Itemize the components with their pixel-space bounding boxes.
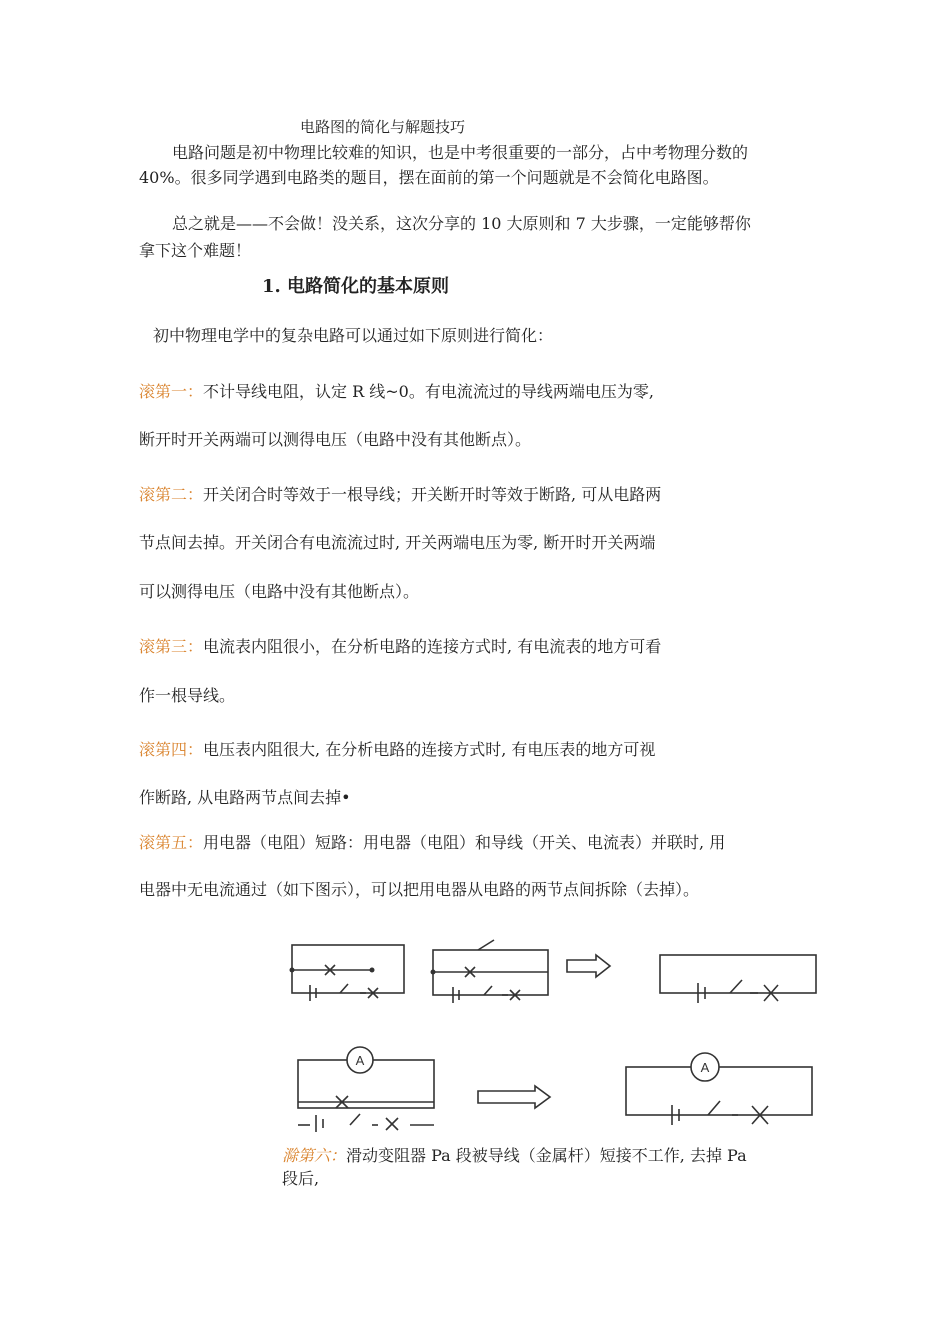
rule-5-line-1: [139, 833, 725, 853]
rule-1-line-1: [139, 382, 654, 402]
rule-marker: 滚第五：: [139, 833, 204, 852]
rule-2-line-3: 可以测得电压（电路中没有其他断点）。: [139, 582, 420, 601]
rule-marker: 滚第四：: [139, 740, 204, 759]
rule-6-line-2: 段后,: [282, 1169, 320, 1188]
rule-text: 不计导线电阻，认定 R 线~0。有电流流过的导线两端电压为零,: [203, 382, 654, 401]
summary-paragraph-line-1: 总之就是——不会做！没关系，这次分享的 10 大原则和 7 大步骤，一定能够帮你: [172, 214, 751, 233]
section-intro: 初中物理电学中的复杂电路可以通过如下原则进行简化：: [153, 326, 554, 345]
circuit-shorted-lamp-2: [431, 940, 549, 1003]
arrow-icon: [567, 955, 610, 977]
summary-paragraph-line-2: 拿下这个难题！: [139, 241, 252, 260]
rule-marker: 滚第一：: [139, 382, 204, 401]
rule-marker: 滚第三：: [139, 637, 204, 656]
rule-text: 滑动变阻器 Pa 段被导线（金属杆）短接不工作, 去掉 Pa: [346, 1146, 747, 1165]
rule-4-line-2: 作断路, 从电路两节点间去掉•: [139, 788, 351, 807]
ammeter-label: A: [700, 1060, 710, 1075]
circuit-ammeter-short: [298, 1047, 434, 1132]
rule-text: 开关闭合时等效于一根导线；开关断开时等效于断路, 可从电路两: [203, 485, 662, 504]
intro-paragraph-line-2: 40%。很多同学遇到电路类的题目，摆在面前的第一个问题就是不会简化电路图。: [139, 168, 719, 187]
arrow-icon: [478, 1086, 550, 1108]
ammeter-label: A: [355, 1053, 365, 1068]
rule-1-line-2: 断开时开关两端可以测得电压（电路中没有其他断点）。: [139, 430, 532, 449]
rule-2-line-2: 节点间去掉。开关闭合有电流流过时, 开关两端电压为零, 断开时开关两端: [139, 533, 656, 552]
circuit-simplified-1: [660, 955, 816, 1003]
rule-marker: 滚第二：: [139, 485, 204, 504]
circuit-simplified-2: [626, 1053, 812, 1125]
rule-2-line-1: [139, 485, 661, 505]
rule-text: 电流表内阻很小，在分析电路的连接方式时, 有电流表的地方可看: [203, 637, 662, 656]
document-title: 电路图的简化与解题技巧: [300, 118, 466, 136]
rule-3-line-2: 作一根导线。: [139, 686, 236, 705]
circuit-diagram: [280, 930, 840, 1145]
rule-4-line-1: [139, 740, 655, 760]
rule-3-line-1: [139, 637, 661, 657]
circuit-shorted-lamp-1: [290, 945, 405, 1001]
section-heading: 1. 电路简化的基本原则: [262, 276, 450, 297]
rule-6-line-1: [282, 1146, 747, 1166]
rule-marker: 滁第六：: [282, 1146, 347, 1165]
rule-5-line-2: 电器中无电流通过（如下图示），可以把用电器从电路的两节点间拆除（去掉）。: [139, 880, 700, 899]
rule-text: 电压表内阻很大, 在分析电路的连接方式时, 有电压表的地方可视: [203, 740, 656, 759]
intro-paragraph-line-1: 电路问题是初中物理比较难的知识，也是中考很重要的一部分，占中考物理分数的: [172, 143, 749, 162]
rule-text: 用电器（电阻）短路：用电器（电阻）和导线（开关、电流表）并联时, 用: [203, 833, 726, 852]
